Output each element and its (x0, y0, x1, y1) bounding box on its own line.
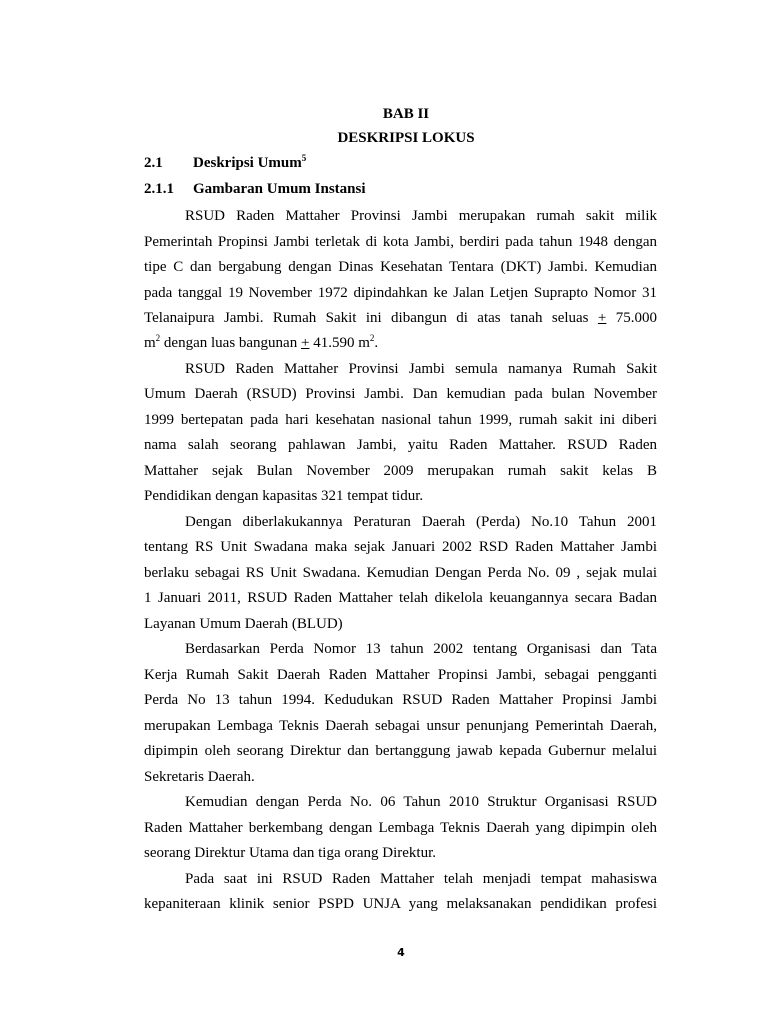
paragraph-line (144, 333, 657, 353)
subsection-number: 2.1.1 (144, 181, 174, 197)
paragraph-line: Mattaher sejak Bulan November 2009 merupakan rumah sakit kelas B (144, 463, 657, 479)
paragraph-line: kepaniteraan klinik senior PSPD UNJA yang melaksanakan pendidikan profesi (144, 896, 657, 912)
paragraph-line: Sekretaris Daerah. (144, 769, 255, 785)
paragraph-line: Pendidikan dengan kapasitas 321 tempat tidur. (144, 488, 424, 504)
plus-minus-sign: + (300, 335, 310, 351)
paragraph-line: nama salah seorang pahlawan Jambi, yaitu Raden Mattaher. RSUD Raden (144, 437, 657, 453)
paragraph-line: dipimpin oleh seorang Direktur dan bertanggung jawab kepada Gubernur melalui (144, 743, 657, 759)
footnote-marker: 5 (301, 153, 307, 163)
paragraph-line: Dengan diberlakukannya Peraturan Daerah (Perda) No.10 Tahun 2001 (185, 514, 657, 530)
superscript: 2 (155, 333, 161, 343)
paragraph-line: tentang RS Unit Swadana maka sejak Januari 2002 RSD Raden Mattaher Jambi (144, 539, 657, 555)
section-title: Deskripsi Umum (193, 155, 302, 171)
section-number: 2.1 (144, 155, 163, 171)
chapter-title: DESKRIPSI LOKUS (337, 130, 475, 146)
paragraph-line: RSUD Raden Mattaher Provinsi Jambi semula namanya Rumah Sakit (185, 361, 657, 377)
section-heading (144, 153, 306, 173)
line-text: dengan luas bangunan (160, 335, 301, 351)
paragraph-line: tipe C dan bergabung dengan Dinas Kesehatan Tentara (DKT) Jambi. Kemudian (144, 259, 657, 275)
paragraph-line (144, 308, 657, 328)
paragraph-line: Raden Mattaher berkembang dengan Lembaga Teknis Daerah yang dipimpin oleh (144, 820, 657, 836)
paragraph-line: RSUD Raden Mattaher Provinsi Jambi merupakan rumah sakit milik (185, 208, 657, 224)
paragraph-line: Kemudian dengan Perda No. 06 Tahun 2010 Struktur Organisasi RSUD (185, 794, 657, 810)
paragraph-line: Pemerintah Propinsi Jambi terletak di kota Jambi, berdiri pada tahun 1948 dengan (144, 234, 657, 250)
page-number: 4 (397, 946, 405, 959)
line-text: 75.000 (606, 310, 657, 326)
paragraph-line: Pada saat ini RSUD Raden Mattaher telah menjadi tempat mahasiswa (185, 871, 657, 887)
paragraph-line: Kerja Rumah Sakit Daerah Raden Mattaher Propinsi Jambi, sebagai pengganti (144, 667, 657, 683)
paragraph-line: Layanan Umum Daerah (BLUD) (144, 616, 343, 632)
paragraph-line: merupakan Lembaga Teknis Daerah sebagai unsur penunjang Pemerintah Daerah, (144, 718, 657, 734)
paragraph-line: Umum Daerah (RSUD) Provinsi Jambi. Dan kemudian pada bulan November (144, 386, 657, 402)
paragraph-line: pada tanggal 19 November 1972 dipindahkan ke Jalan Letjen Suprapto Nomor 31 (144, 285, 657, 301)
paragraph-line: seorang Direktur Utama dan tiga orang Direktur. (144, 845, 436, 861)
line-text: m (144, 335, 156, 351)
line-text: . (374, 335, 379, 351)
paragraph-line: berlaku sebagai RS Unit Swadana. Kemudian Dengan Perda No. 09 , sejak mulai (144, 565, 657, 581)
line-text: 41.590 m (309, 335, 370, 351)
line-text: Telanaipura Jambi. Rumah Sakit ini dibangun di atas tanah seluas (144, 310, 598, 326)
chapter-heading: BAB II (382, 106, 430, 122)
paragraph-line: Perda No 13 tahun 1994. Kedudukan RSUD Raden Mattaher Propinsi Jambi (144, 692, 657, 708)
subsection-title: Gambaran Umum Instansi (193, 181, 366, 197)
subsection-heading (144, 179, 366, 199)
paragraph-line: 1999 bertepatan pada hari kesehatan nasional tahun 1999, rumah sakit ini diberi (144, 412, 657, 428)
paragraph-line: Berdasarkan Perda Nomor 13 tahun 2002 tentang Organisasi dan Tata (185, 641, 657, 657)
plus-minus-sign: + (597, 310, 607, 326)
paragraph-line: 1 Januari 2011, RSUD Raden Mattaher telah dikelola keuangannya secara Badan (144, 590, 657, 606)
superscript: 2 (369, 333, 375, 343)
